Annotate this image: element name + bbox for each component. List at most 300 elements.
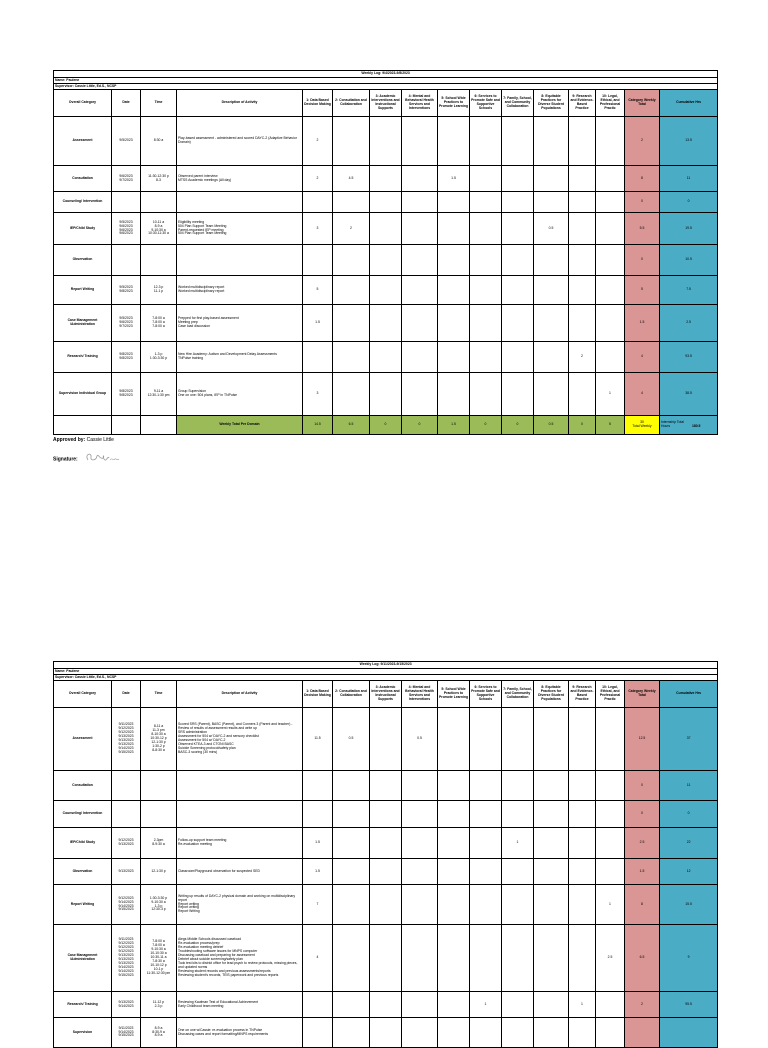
domain-hours-cell: 1	[569, 992, 596, 1018]
domain-hours-cell	[470, 245, 502, 276]
domain-hours-cell	[569, 245, 596, 276]
weekly-log-table-1	[53, 70, 718, 435]
domain-hours-cell	[370, 305, 402, 342]
domain-hours-cell	[370, 992, 402, 1018]
description-cell	[177, 192, 303, 213]
domain-hours-cell	[534, 801, 569, 828]
category-weekly-total-cell: 1.5	[625, 305, 660, 342]
time-cell	[141, 771, 177, 801]
domain-hours-cell: 11.5	[303, 708, 333, 771]
date-cell: 9/13/2023 9/14/2023	[112, 992, 141, 1018]
col-description: Description of Activity	[177, 90, 303, 117]
domain-hours-cell	[534, 305, 569, 342]
domain-hours-cell	[470, 166, 502, 192]
weekly-log-table-2	[53, 661, 718, 1048]
total-weekly-value: 30	[640, 420, 644, 425]
domain-hours-cell	[596, 859, 625, 885]
category-weekly-total-cell: 2	[625, 992, 660, 1018]
domain-hours-cell: 1.5	[303, 859, 333, 885]
category-cell: Report Writing	[54, 885, 112, 925]
domain-hours-cell	[534, 771, 569, 801]
domain-total: 1.5	[438, 416, 470, 435]
domain-hours-cell	[438, 342, 470, 373]
domain-hours-cell	[534, 276, 569, 305]
domain-hours-cell	[502, 117, 534, 166]
col-time: Time	[141, 681, 177, 708]
domain-hours-cell	[303, 1018, 333, 1048]
category-weekly-total-cell: 2.5	[625, 828, 660, 859]
domain-hours-cell	[534, 859, 569, 885]
domain-hours-cell	[470, 925, 502, 992]
domain-hours-cell	[438, 117, 470, 166]
domain-hours-cell	[569, 885, 596, 925]
domain-hours-cell	[402, 373, 438, 416]
domain-hours-cell: 1.5	[303, 305, 333, 342]
domain-hours-cell	[370, 276, 402, 305]
domain-hours-cell	[333, 245, 370, 276]
col-domain-8: 8: Equitable Practices for Diverse Student Populations	[534, 90, 569, 117]
col-domain-1: 1: Data Based Decision Making	[303, 681, 333, 708]
domain-hours-cell	[569, 771, 596, 801]
log-row	[54, 828, 718, 859]
domain-hours-cell: 0.5	[534, 213, 569, 245]
category-weekly-total-cell: 4	[625, 342, 660, 373]
domain-hours-cell: 0.5	[402, 708, 438, 771]
col-domain-2: 2: Consultation and Collaboration	[333, 90, 370, 117]
col-description: Description of Activity	[177, 681, 303, 708]
category-weekly-total-cell: 0	[625, 192, 660, 213]
domain-hours-cell	[438, 276, 470, 305]
domain-hours-cell	[596, 245, 625, 276]
domain-hours-cell	[502, 801, 534, 828]
domain-hours-cell	[569, 801, 596, 828]
col-domain-10: 10: Legal, Ethical, and Professional Practic	[596, 90, 625, 117]
domain-hours-cell	[402, 245, 438, 276]
domain-hours-cell	[402, 1018, 438, 1048]
category-weekly-total-cell: 4	[625, 373, 660, 416]
time-cell: 12-1:30 p	[141, 859, 177, 885]
col-domain-4: 4: Mental and Behavioral Health Services and Interventions	[402, 90, 438, 117]
category-cell: Supervision Individual Group	[54, 373, 112, 416]
log-row	[54, 305, 718, 342]
domain-hours-cell	[470, 828, 502, 859]
domain-hours-cell	[438, 213, 470, 245]
col-domain-4: 4: Mental and Behavioral Health Services and Interventions	[402, 681, 438, 708]
domain-hours-cell	[370, 1018, 402, 1048]
domain-total: 6.5	[333, 416, 370, 435]
time-cell: 8-11 a 11-3 pm 8-10:30 a 10:30-12 p 12-1:30 p 1:30-2 p 8-8:30 a	[141, 708, 177, 771]
domain-hours-cell: 7	[303, 885, 333, 925]
category-cell: Research/ Training	[54, 342, 112, 373]
log-row	[54, 276, 718, 305]
domain-total: 5	[596, 416, 625, 435]
domain-hours-cell: 4.5	[333, 166, 370, 192]
domain-hours-cell	[370, 166, 402, 192]
domain-hours-cell	[402, 925, 438, 992]
date-cell: 9/5/2023 9/6/2023 9/7/2023	[112, 305, 141, 342]
domain-hours-cell	[438, 885, 470, 925]
weekly-total-label: Weekly Total Per Domain	[177, 416, 303, 435]
domain-hours-cell	[438, 305, 470, 342]
domain-hours-cell: 1	[470, 992, 502, 1018]
domain-hours-cell	[438, 1018, 470, 1048]
domain-hours-cell: 1.5	[438, 166, 470, 192]
domain-hours-cell	[402, 771, 438, 801]
domain-hours-cell	[470, 1018, 502, 1048]
domain-hours-cell	[596, 992, 625, 1018]
domain-hours-cell	[333, 373, 370, 416]
domain-hours-cell	[569, 1018, 596, 1048]
category-cell: Report Writing	[54, 276, 112, 305]
domain-hours-cell	[438, 245, 470, 276]
domain-hours-cell	[438, 859, 470, 885]
log-row	[54, 1018, 718, 1048]
domain-hours-cell	[502, 276, 534, 305]
col-domain-2: 2: Consultation and Collaboration	[333, 681, 370, 708]
signature-line	[53, 451, 122, 467]
log-row	[54, 885, 718, 925]
domain-hours-cell	[438, 801, 470, 828]
category-cell: Counseling/ Intervention	[54, 801, 112, 828]
category-weekly-total-cell: 5.5	[625, 213, 660, 245]
domain-hours-cell	[534, 828, 569, 859]
domain-hours-cell	[402, 305, 438, 342]
domain-hours-cell	[534, 708, 569, 771]
col-domain-5: 5: School Wide Practices to Promote Learning	[438, 90, 470, 117]
domain-hours-cell	[596, 305, 625, 342]
date-cell	[112, 771, 141, 801]
domain-hours-cell	[502, 166, 534, 192]
category-weekly-total-cell: 5	[625, 276, 660, 305]
approved-by-label: Approved by:	[53, 437, 86, 443]
log-row	[54, 245, 718, 276]
domain-hours-cell	[402, 213, 438, 245]
date-cell: 9/12/2023 9/13/2023	[112, 828, 141, 859]
domain-hours-cell	[303, 801, 333, 828]
domain-hours-cell	[569, 192, 596, 213]
category-weekly-total-cell: 12.5	[625, 708, 660, 771]
domain-hours-cell	[502, 245, 534, 276]
domain-hours-cell: 4	[303, 925, 333, 992]
col-date: Date	[112, 90, 141, 117]
category-weekly-total-cell: 8	[625, 885, 660, 925]
domain-hours-cell	[596, 117, 625, 166]
description-cell: Writing up results of DAYC-2 physical domain and working on multidisciplinary report Report writing Report writing Report Writing	[177, 885, 303, 925]
domain-hours-cell	[569, 213, 596, 245]
domain-hours-cell	[569, 708, 596, 771]
domain-hours-cell	[402, 117, 438, 166]
col-domain-1: 1: Data Based Decision Making	[303, 90, 333, 117]
supervisor-name: Supervisor: Cassie Little, Ed.S., NCSP	[54, 84, 718, 90]
time-cell	[141, 192, 177, 213]
date-cell: 9/8/2023 9/8/2023	[112, 342, 141, 373]
domain-hours-cell: 0.5	[333, 708, 370, 771]
domain-hours-cell	[502, 373, 534, 416]
domain-hours-cell	[333, 885, 370, 925]
date-cell: 9/6/2023 9/7/2023	[112, 166, 141, 192]
date-cell: 9/5/2023	[112, 117, 141, 166]
domain-hours-cell	[470, 117, 502, 166]
description-cell: Classroom/Playground observation for suspected SED	[177, 859, 303, 885]
domain-hours-cell	[569, 166, 596, 192]
date-cell: 9/13/2023	[112, 859, 141, 885]
cumulative-hrs-cell: 9	[660, 925, 718, 992]
log-row	[54, 373, 718, 416]
domain-hours-cell	[596, 192, 625, 213]
domain-hours-cell	[370, 708, 402, 771]
domain-hours-cell	[502, 305, 534, 342]
cumulative-hrs-cell: 12	[660, 859, 718, 885]
domain-hours-cell	[303, 245, 333, 276]
domain-hours-cell	[333, 992, 370, 1018]
col-domain-6: 6: Services to Promote Safe and Supportive Schools	[470, 681, 502, 708]
domain-hours-cell	[569, 373, 596, 416]
col-cumulative-hrs: Cumulative Hrs	[660, 90, 718, 117]
date-cell: 9/12/2023 9/14/2023 9/14/2023 9/15/2023	[112, 885, 141, 925]
domain-hours-cell: 2.5	[596, 925, 625, 992]
domain-hours-cell	[370, 245, 402, 276]
total-weekly-label: Total Weekly	[632, 424, 652, 428]
log-row	[54, 859, 718, 885]
col-category-weekly-total: Category Weekly Total	[625, 90, 660, 117]
domain-hours-cell	[370, 885, 402, 925]
weekly-log-sheet-1	[53, 70, 717, 435]
domain-hours-cell	[502, 771, 534, 801]
domain-hours-cell	[569, 859, 596, 885]
cumulative-hrs-cell: 22	[660, 828, 718, 859]
domain-hours-cell	[370, 373, 402, 416]
domain-hours-cell	[370, 117, 402, 166]
log-row	[54, 925, 718, 992]
domain-hours-cell	[596, 1018, 625, 1048]
domain-hours-cell	[502, 708, 534, 771]
domain-hours-cell	[470, 771, 502, 801]
domain-hours-cell	[402, 801, 438, 828]
domain-hours-cell	[502, 925, 534, 992]
domain-hours-cell	[333, 801, 370, 828]
description-cell: Scored SRS (Parent), BASC (Parent), and Conners 3 (Parent and teacher) - Review of results of assessment results and write up SRS administration Assessment for 504 w/ DAYC-2 and sensory checklist Assessment for 504 w/ DAYC-2 Observed KTEA-3 and CTONI BASC Suicide Screening protocol/safety plan BASC-3 scoring (30 mins)	[177, 708, 303, 771]
domain-hours-cell	[596, 166, 625, 192]
domain-hours-cell	[534, 342, 569, 373]
domain-hours-cell	[569, 828, 596, 859]
internship-total-label: Internship Total Hours	[661, 420, 684, 428]
domain-hours-cell	[370, 828, 402, 859]
time-cell	[141, 245, 177, 276]
domain-hours-cell	[438, 771, 470, 801]
cumulative-hrs-cell: 0	[660, 192, 718, 213]
domain-hours-cell	[370, 771, 402, 801]
log-row	[54, 117, 718, 166]
domain-hours-cell: 5	[303, 276, 333, 305]
col-domain-5: 5: School Wide Practices to Promote Learning	[438, 681, 470, 708]
time-cell: 2-3pm 8-9:30 a	[141, 828, 177, 859]
domain-hours-cell	[534, 192, 569, 213]
log-row	[54, 708, 718, 771]
col-domain-7: 7: Family, School, and Community Collaboration	[502, 90, 534, 117]
domain-hours-cell	[402, 859, 438, 885]
col-domain-9: 9: Research and Evidence-Based Practice	[569, 90, 596, 117]
log-row	[54, 801, 718, 828]
description-cell	[177, 801, 303, 828]
time-cell: 8-9 a 8:30-9 a 8-9 a	[141, 1018, 177, 1048]
domain-total: 0	[569, 416, 596, 435]
domain-hours-cell	[534, 373, 569, 416]
domain-hours-cell	[569, 925, 596, 992]
domain-hours-cell	[534, 925, 569, 992]
cumulative-hrs-cell: 38.5	[660, 373, 718, 416]
category-weekly-total-cell: 8	[625, 166, 660, 192]
domain-hours-cell: 3	[303, 213, 333, 245]
domain-hours-cell	[370, 192, 402, 213]
domain-total: 14.5	[303, 416, 333, 435]
domain-hours-cell	[470, 276, 502, 305]
time-cell	[141, 801, 177, 828]
domain-hours-cell	[596, 801, 625, 828]
domain-hours-cell	[438, 192, 470, 213]
col-cumulative-hrs: Cumulative Hrs	[660, 681, 718, 708]
log-row	[54, 213, 718, 245]
domain-total: 0	[402, 416, 438, 435]
category-weekly-total-cell: 2	[625, 117, 660, 166]
domain-hours-cell	[333, 1018, 370, 1048]
time-cell: 11-12 p 2-3 p	[141, 992, 177, 1018]
domain-hours-cell	[470, 859, 502, 885]
category-cell: Supervision	[54, 1018, 112, 1048]
date-cell: 9/11/2023 9/12/2023 9/12/2023 9/12/2023 9/13/2023 9/13/2023 9/13/2023 9/14/2023 9/14/2023 9/15/2023	[112, 925, 141, 992]
col-domain-7: 7: Family, School, and Community Collaboration	[502, 681, 534, 708]
domain-hours-cell	[402, 992, 438, 1018]
category-cell: Consultation	[54, 771, 112, 801]
category-weekly-total-cell: 0	[625, 801, 660, 828]
cumulative-hrs-cell: 7.5	[660, 276, 718, 305]
description-cell: Group Supervision One on one: 504 plans, IEP in TNPulse	[177, 373, 303, 416]
log-row	[54, 992, 718, 1018]
log-title: Weekly Log: 9/11/2023-9/15/2023	[54, 662, 718, 669]
domain-hours-cell	[333, 305, 370, 342]
domain-hours-cell	[438, 373, 470, 416]
cumulative-hrs-cell: 2.5	[660, 305, 718, 342]
domain-hours-cell	[502, 1018, 534, 1048]
time-cell: 12-3 p 11-1 p	[141, 276, 177, 305]
domain-hours-cell	[303, 342, 333, 373]
domain-hours-cell	[333, 771, 370, 801]
domain-hours-cell: 2	[303, 166, 333, 192]
domain-hours-cell	[534, 885, 569, 925]
domain-hours-cell	[402, 276, 438, 305]
log-body-2	[54, 708, 718, 1048]
description-cell: One on one w/Cassie: re-evaluation process in TNPulse Discussing cases and report formatting/MNPS requirements	[177, 1018, 303, 1048]
domain-hours-cell	[333, 828, 370, 859]
student-name: Name: Paulene	[54, 669, 718, 675]
log-row	[54, 342, 718, 373]
domain-hours-cell: 1	[502, 828, 534, 859]
domain-hours-cell	[502, 885, 534, 925]
domain-hours-cell	[534, 245, 569, 276]
date-cell	[112, 192, 141, 213]
domain-hours-cell	[333, 192, 370, 213]
approved-by-line	[53, 437, 114, 443]
date-cell: 9/11/2023 9/14/2023 9/15/2023	[112, 1018, 141, 1048]
domain-hours-cell	[402, 192, 438, 213]
description-cell	[177, 245, 303, 276]
domain-hours-cell	[534, 166, 569, 192]
total-weekly-cell	[625, 416, 660, 435]
log-row	[54, 166, 718, 192]
description-cell: Reviewing Kaufman Test of Educational Achievement Early Childhood team meeting	[177, 992, 303, 1018]
domain-hours-cell	[502, 342, 534, 373]
description-cell: Alegs Middle Schools discussed caseload Re-evaluation process/prep Re-evaluation meeting debrief Troubleshooting software issues for MNPS computer Discussing caseload and preparing for assessment Debrief about suicide screening/safety plan Took test kits to district office for lead psych to review protocols, missing pieces, and updated norms Reviewing student records and previous assessments/reports Reviewing student's records, TEIS paperwork and previous reports	[177, 925, 303, 992]
date-cell: 9/8/2023 9/8/2023	[112, 373, 141, 416]
domain-hours-cell	[333, 276, 370, 305]
domain-hours-cell	[596, 771, 625, 801]
domain-hours-cell	[470, 801, 502, 828]
time-cell: 10-11 a 8-9 a 9-10:30 a 10:30-11:30 a	[141, 213, 177, 245]
domain-hours-cell	[402, 828, 438, 859]
domain-total: 0	[502, 416, 534, 435]
domain-hours-cell	[596, 213, 625, 245]
category-weekly-total-cell	[625, 1018, 660, 1048]
cumulative-hrs-cell: 15.5	[660, 885, 718, 925]
log-row	[54, 192, 718, 213]
col-domain-3: 3: Academic Interventions and Instructional Supports	[370, 681, 402, 708]
date-cell	[112, 245, 141, 276]
domain-hours-cell	[370, 859, 402, 885]
domain-hours-cell	[402, 166, 438, 192]
domain-hours-cell	[370, 213, 402, 245]
time-cell: 1-3 p 1:30-3:30 p	[141, 342, 177, 373]
domain-hours-cell	[596, 708, 625, 771]
weekly-log-sheet-2	[53, 661, 717, 1048]
log-title: Weekly Log: 9/4/2023-9/8/2023	[54, 71, 718, 78]
domain-hours-cell	[569, 117, 596, 166]
category-weekly-total-cell: 0	[625, 771, 660, 801]
domain-hours-cell	[333, 859, 370, 885]
col-domain-9: 9: Research and Evidence-Based Practice	[569, 681, 596, 708]
domain-hours-cell	[303, 992, 333, 1018]
cumulative-hrs-cell	[660, 1018, 718, 1048]
domain-hours-cell	[303, 771, 333, 801]
col-time: Time	[141, 90, 177, 117]
date-cell: 9/5/2023 9/6/2023 9/6/2023 9/6/2023	[112, 213, 141, 245]
category-cell: Assessment	[54, 117, 112, 166]
log-row	[54, 771, 718, 801]
category-weekly-total-cell: 1.5	[625, 859, 660, 885]
description-cell: Follow-up support team meeting Re-evaluation meeting	[177, 828, 303, 859]
internship-total-value: 180.5	[691, 424, 701, 428]
time-cell: 11:30-12:30 p 8-3	[141, 166, 177, 192]
domain-hours-cell	[370, 342, 402, 373]
domain-hours-cell	[333, 117, 370, 166]
domain-total: 0	[470, 416, 502, 435]
date-cell: 9/5/2023 9/8/2023	[112, 276, 141, 305]
handwritten-signature	[82, 451, 122, 467]
column-header-row	[54, 90, 718, 117]
domain-hours-cell: 1	[596, 373, 625, 416]
domain-hours-cell	[502, 192, 534, 213]
description-cell	[177, 771, 303, 801]
domain-hours-cell	[534, 117, 569, 166]
col-domain-3: 3: Academic Interventions and Instructional Supports	[370, 90, 402, 117]
date-cell: 9/11/2023 9/12/2023 9/12/2023 9/13/2023 9/13/2023 9/13/2023 9/14/2023 9/15/2023	[112, 708, 141, 771]
domain-hours-cell: 2	[303, 117, 333, 166]
description-cell: Observed parent interview MTSS Academic meetings (All day)	[177, 166, 303, 192]
domain-hours-cell	[303, 192, 333, 213]
cumulative-hrs-cell: 10.5	[660, 245, 718, 276]
domain-hours-cell	[470, 708, 502, 771]
time-cell: 9-11 a 12:30-1:30 pm	[141, 373, 177, 416]
cumulative-hrs-cell: 95.5	[660, 992, 718, 1018]
category-cell: Assessment	[54, 708, 112, 771]
